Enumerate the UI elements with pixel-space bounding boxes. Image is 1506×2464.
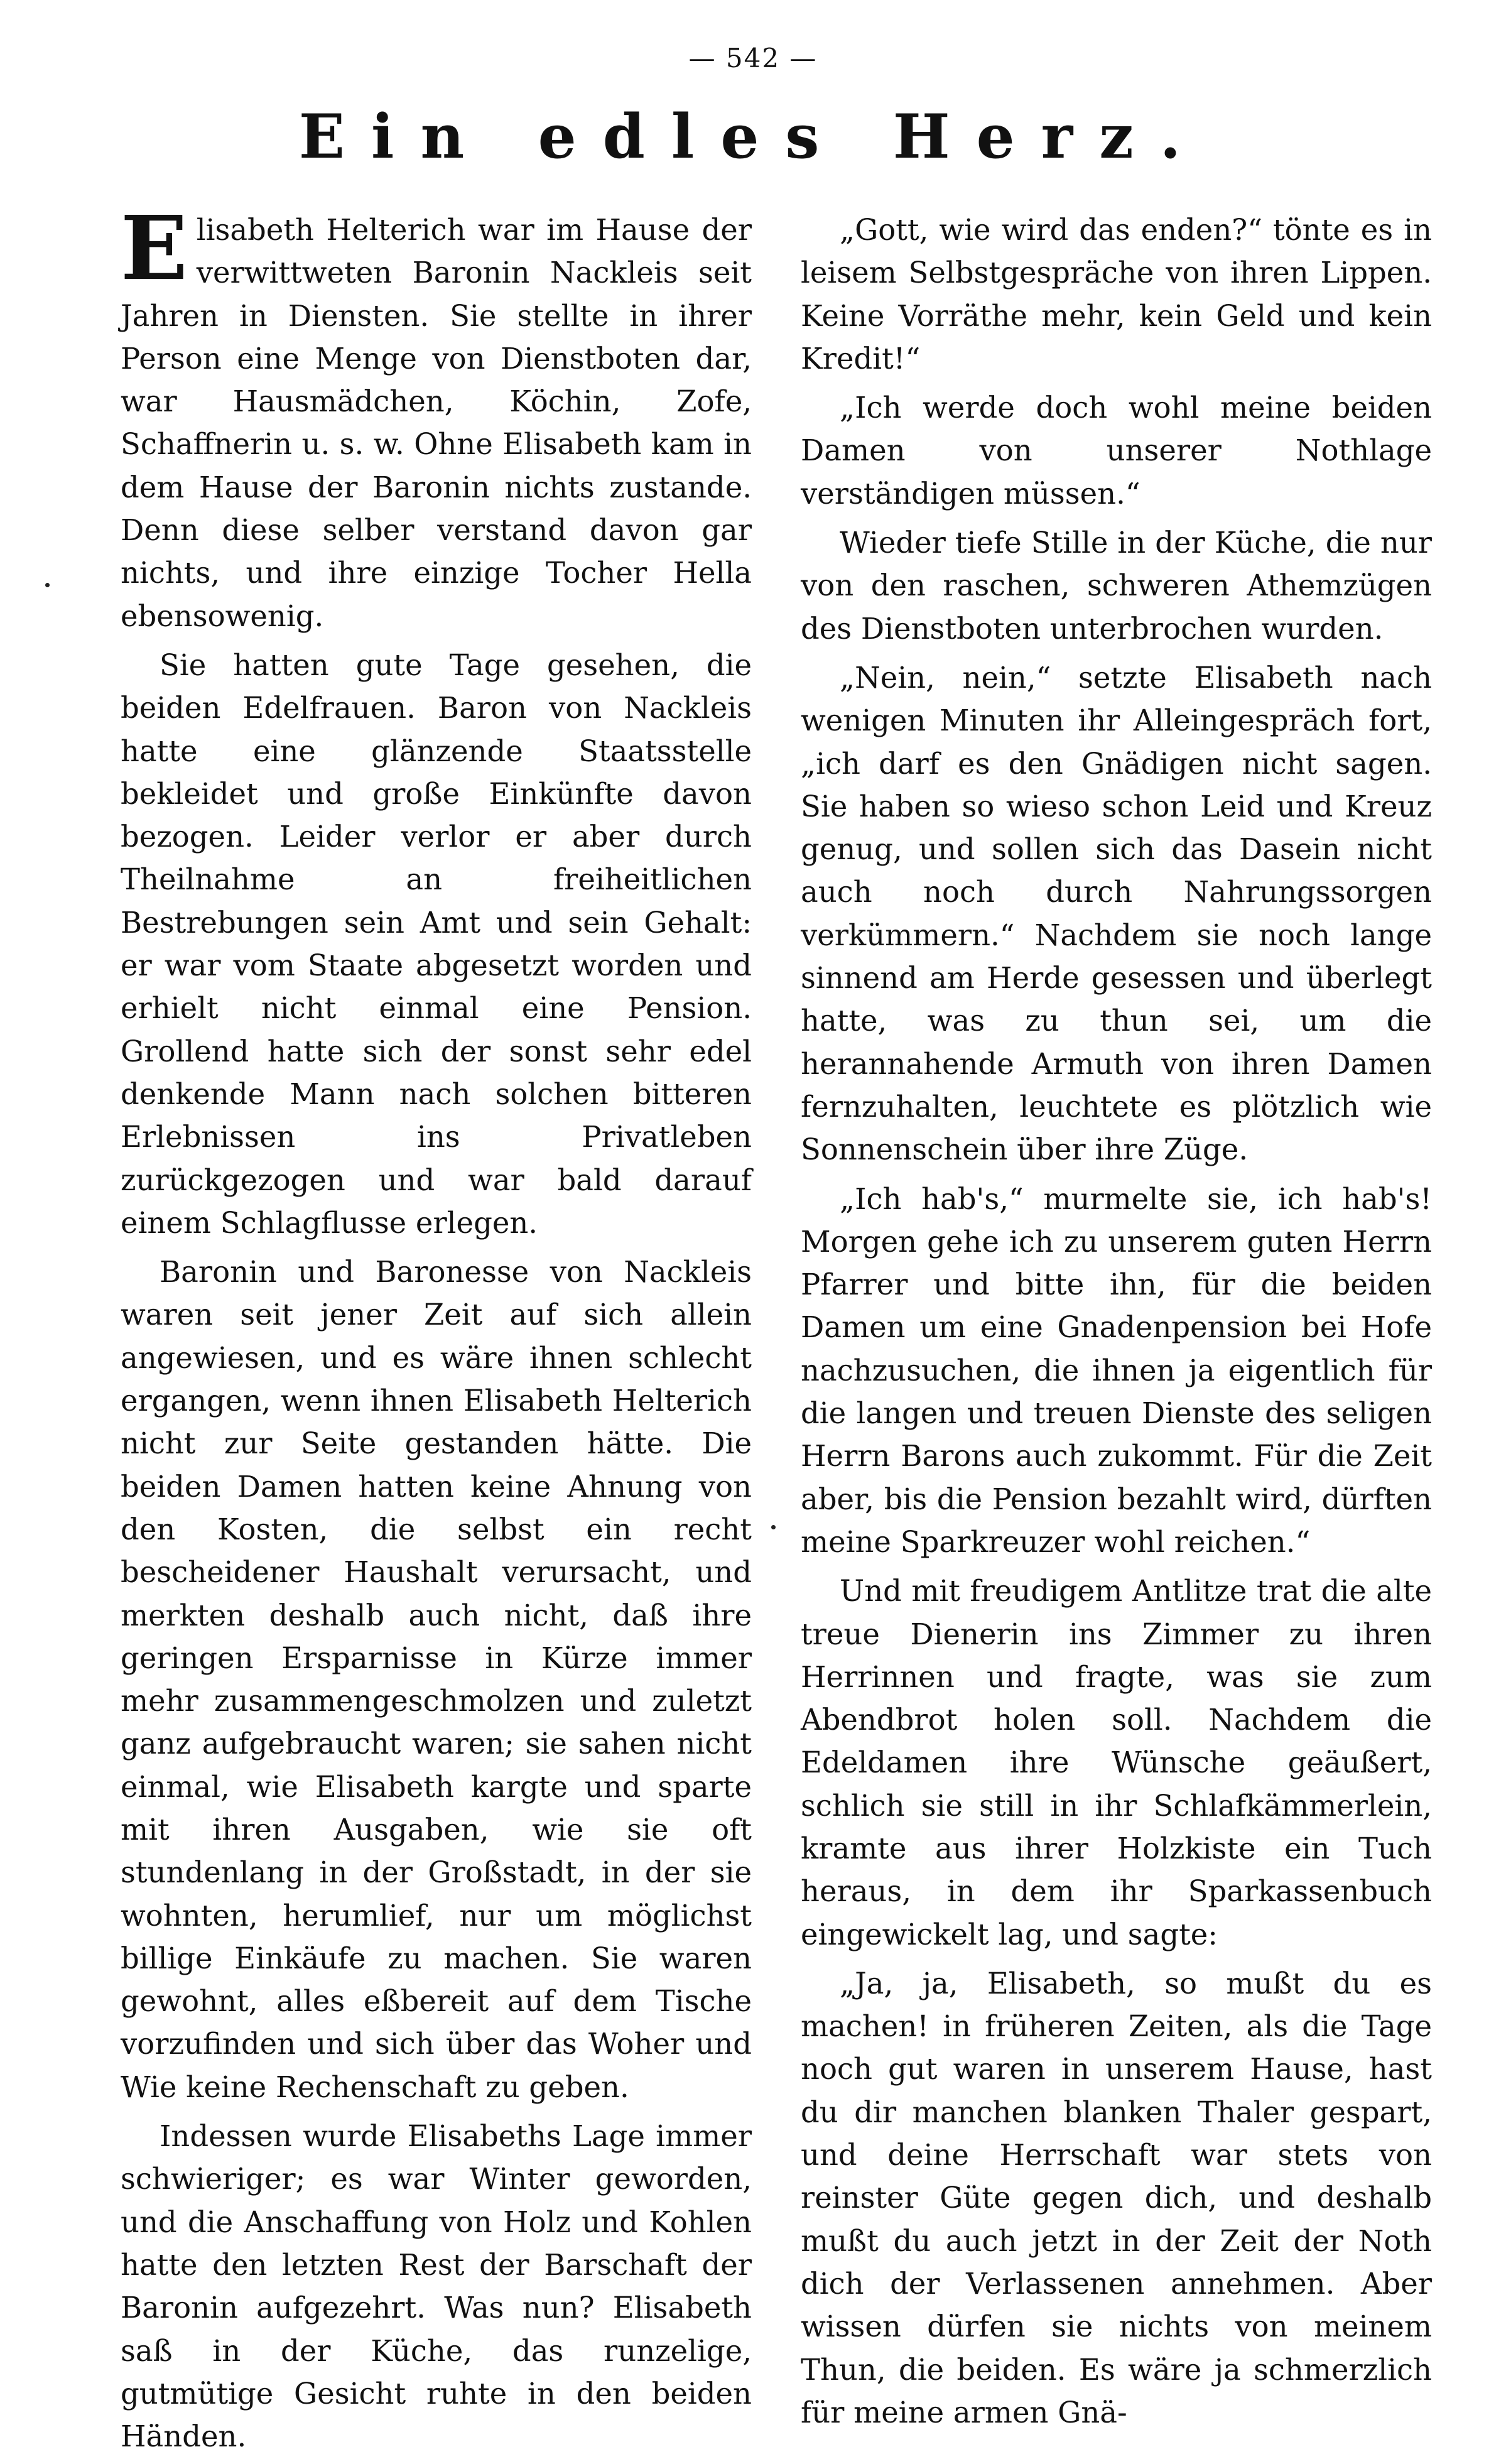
paragraph-11: „Ja, ja, Elisabeth, so mußt du es machen! in früheren Zeiten, als die Tage noch gut waren in unserem Hause, hast du dir manchen blanken Thaler gespart, und deine Herrschaft war stets von reinster Güte gegen dich, und deshalb mußt du auch jetzt in der Zeit der Noth dich der Verlassenen annehmen. Aber wissen dürfen sie nichts von meinem Thun, die beiden. Es wäre ja schmerzlich für meine armen Gnä- <box>801 1966 1432 2429</box>
paragraph-10: Und mit freudigem Antlitze trat die alte treue Dienerin ins Zimmer zu ihren Herrinnen und fragte, was sie zum Abendbrot holen soll. Nachdem die Edeldamen ihre Wünsche geäußert, schlich sie still in ihr Schlafkämmerlein, kramte aus ihrer Holzkiste ein Tuch heraus, in dem ihr Sparkassenbuch eingewickelt lag, und sagte: <box>801 1574 1432 1951</box>
paragraph-1-text: lisabeth Helterich war im Hause der verwittweten Baronin Nackleis seit Jahren in Diensten. Sie stellte in ihrer Person eine Menge von Dienstboten dar, war Hausmädchen, Köchin, Zofe, Schaffnerin u. s. w. Ohne Elisabeth kam in dem Hause der Baronin nichts zustande. Denn diese selber verstand davon gar nichts, und ihre einzige Tocher Hella ebensowenig. <box>121 213 752 633</box>
print-speck <box>771 1525 776 1529</box>
article-title: Ein edles Herz. <box>298 101 1208 172</box>
paragraph-1 <box>121 197 752 638</box>
drop-cap: E <box>121 197 188 300</box>
page-number: — 542 — <box>688 43 818 73</box>
paragraph-3: Baronin und Baronesse von Nackleis waren seit jener Zeit auf sich allein angewiesen, und es wäre ihnen schlecht ergangen, wenn ihnen Elisabeth Helterich nicht zur Seite gestanden hätte. Die beiden Damen hatten keine Ahnung von den Kosten, die selbst ein recht bescheidener Haushalt verursacht, und merkten deshalb auch nicht, daß ihre geringen Ersparnisse in Kürze immer mehr zusammengeschmolzen und zuletzt ganz aufgebraucht waren; sie sahen nicht einmal, wie Elisabeth kargte und sparte mit ihren Ausgaben, wie sie oft stundenlang in der Großstadt, in der sie wohnten, herumlief, nur um möglichst billige Einkäufe zu machen. Sie waren gewohnt, alles eßbereit auf dem Tische vorzufinden und sich über das Woher und Wie keine Rechenschaft zu geben. <box>121 1255 752 2104</box>
paragraph-7: Wieder tiefe Stille in der Küche, die nur von den raschen, schweren Athemzügen des Dienstboten unterbrochen wurden. <box>801 526 1432 646</box>
paragraph-4: Indessen wurde Elisabeths Lage immer schwieriger; es war Winter geworden, und die Anschaffung von Holz und Kohlen hatte den letzten Rest der Barschaft der Baronin aufgezehrt. Was nun? Elisabeth saß in der Küche, das runzelige, gutmütige Gesicht ruhte in den beiden Händen. <box>121 2119 752 2454</box>
right-column <box>801 209 1432 2440</box>
paragraph-5: „Gott, wie wird das enden?“ tönte es in leisem Selbstgespräche von ihren Lippen. Keine Vorräthe mehr, kein Geld und kein Kredit!“ <box>801 213 1432 376</box>
paragraph-8: „Nein, nein,“ setzte Elisabeth nach wenigen Minuten ihr Alleingespräch fort, „ich darf es den Gnädigen nicht sagen. Sie haben so wieso schon Leid und Kreuz genug, und sollen sich das Dasein nicht auch noch durch Nahrungssorgen verkümmern.“ Nachdem sie noch lange sinnend am Herde gesessen und überlegt hatte, was zu thun sei, um die herannahende Armuth von ihren Damen fernzuhalten, leuchtete es plötzlich wie Sonnenschein über ihre Züge. <box>801 660 1432 1167</box>
paragraph-6: „Ich werde doch wohl meine beiden Damen von unserer Nothlage verständigen müssen.“ <box>801 391 1432 511</box>
left-column <box>121 197 752 2464</box>
paragraph-9: „Ich hab's,“ murmelte sie, ich hab's! Morgen gehe ich zu unserem guten Herrn Pfarrer und bitte ihn, für die beiden Damen um eine Gnadenpension bei Hofe nachzusuchen, die ihnen ja eigentlich für die langen und treuen Dienste des seligen Herrn Barons auch zukommt. Für die Zeit aber, bis die Pension bezahlt wird, dürften meine Sparkreuzer wohl reichen.“ <box>801 1181 1432 1559</box>
paragraph-2: Sie hatten gute Tage gesehen, die beiden Edelfrauen. Baron von Nackleis hatte eine glänzende Staatsstelle bekleidet und große Einkünfte davon bezogen. Leider verlor er aber durch Theilnahme an freiheitlichen Bestrebungen sein Amt und sein Gehalt: er war vom Staate abgesetzt worden und erhielt nicht einmal eine Pension. Grollend hatte sich der sonst sehr edel denkende Mann nach solchen bitteren Erlebnissen ins Privatleben zurückgezogen und war bald darauf einem Schlagflusse erlegen. <box>121 648 752 1240</box>
print-speck <box>45 583 50 587</box>
